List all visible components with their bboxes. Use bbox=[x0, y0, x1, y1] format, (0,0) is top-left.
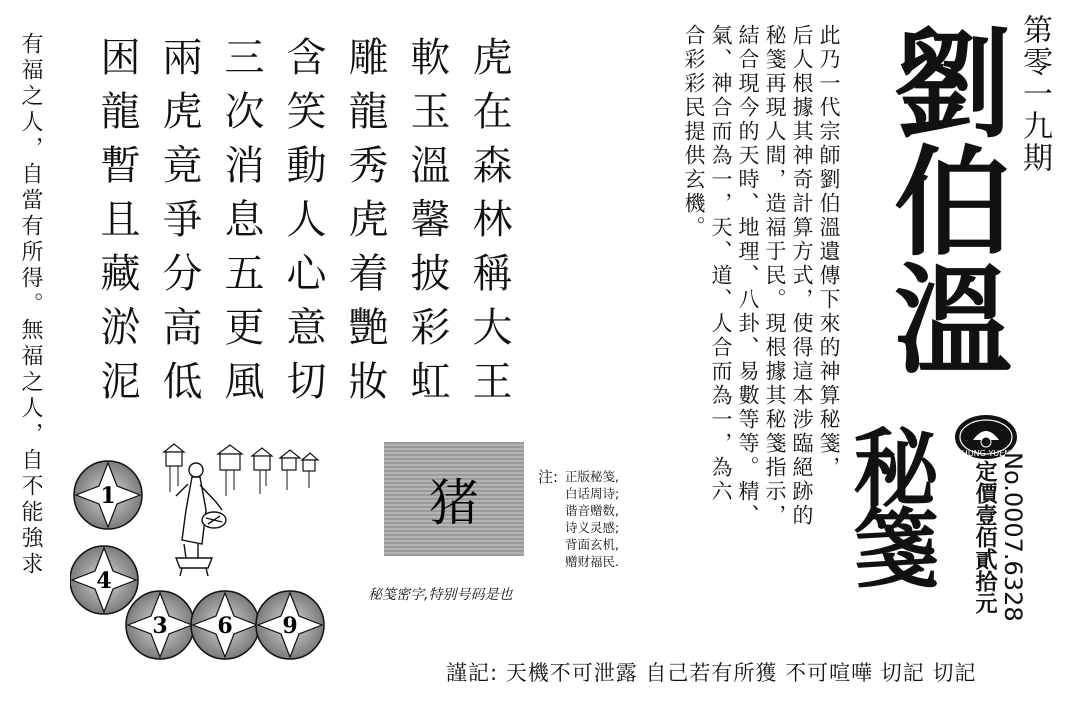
badge-number: 6 bbox=[217, 613, 233, 639]
poem-line: 軟玉溫馨披彩虹 bbox=[404, 36, 450, 414]
serial-number: No.0007.6328 bbox=[999, 452, 1027, 622]
miji-title: 秘箋 bbox=[853, 419, 939, 600]
brand-title: 劉伯溫 bbox=[874, 22, 1013, 376]
badge-1 bbox=[74, 461, 142, 529]
note-item: 谐音赠数, bbox=[565, 503, 619, 518]
note-item: 诗义灵感; bbox=[565, 520, 620, 535]
poem-line: 含笑動人心意切 bbox=[280, 36, 326, 414]
intro-column: 氣、神合而為一，天、道、人合而為一，為六 bbox=[709, 24, 733, 504]
note-item: 白话周诗; bbox=[565, 486, 620, 501]
badge-number: 1 bbox=[100, 483, 116, 509]
intro-column: 結合現今的天時、地理、八卦、易數等等。精、 bbox=[736, 24, 760, 528]
intro-paragraph bbox=[680, 24, 842, 528]
poem-line: 雕龍秀虎着艷妝 bbox=[342, 36, 388, 414]
note-item: 背面玄机, bbox=[565, 537, 619, 552]
badge-number: 3 bbox=[152, 613, 168, 639]
intro-column: 此乃一代宗師劉伯溫遺傳下來的神算秘箋， bbox=[817, 24, 841, 480]
seal-text: HUNG YUEN bbox=[961, 449, 1011, 458]
notes-list bbox=[565, 468, 619, 570]
zodiac-box bbox=[384, 442, 524, 556]
badge-4 bbox=[70, 546, 138, 614]
poem-line: 困龍暫且藏淤泥 bbox=[94, 36, 140, 414]
poem-line: 虎在森林稱大王 bbox=[466, 36, 512, 414]
lucky-number-badges bbox=[70, 440, 340, 710]
badge-9 bbox=[256, 591, 324, 659]
badge-number: 4 bbox=[96, 568, 112, 594]
intro-column: 秘箋再現人間，造福于民。現根據其秘箋指示， bbox=[763, 24, 787, 528]
intro-column: 合彩彩民提供玄機。 bbox=[682, 24, 706, 240]
badge-3 bbox=[126, 591, 194, 659]
poem-line: 三次消息五更風 bbox=[218, 36, 264, 414]
footer-warning: 謹記: 天機不可泄露 自己若有所獲 不可喧嘩 切記 切記 bbox=[446, 661, 977, 685]
poem-line: 兩虎竟爭分高低 bbox=[156, 36, 202, 414]
badge-number: 9 bbox=[282, 613, 298, 639]
secret-word-caption: 秘笺密字,特别号码是也 bbox=[368, 587, 513, 603]
notes-label: 注: bbox=[538, 468, 559, 486]
intro-column: 后人根據其神奇計算方式，使得這本涉臨絕跡的 bbox=[790, 24, 814, 528]
issue-number: 第零一九期 bbox=[1017, 14, 1052, 174]
note-item: 正版秘笺, bbox=[565, 469, 619, 484]
price-label: 定價壹佰貳拾元 bbox=[972, 460, 998, 614]
side-note: 有福之人，自當有所得。無福之人，自不能強求 bbox=[18, 32, 43, 578]
badge-6 bbox=[191, 591, 259, 659]
poem bbox=[86, 36, 520, 414]
note-item: 赠财福民. bbox=[565, 554, 619, 569]
zodiac-word: 猪 bbox=[429, 474, 479, 532]
